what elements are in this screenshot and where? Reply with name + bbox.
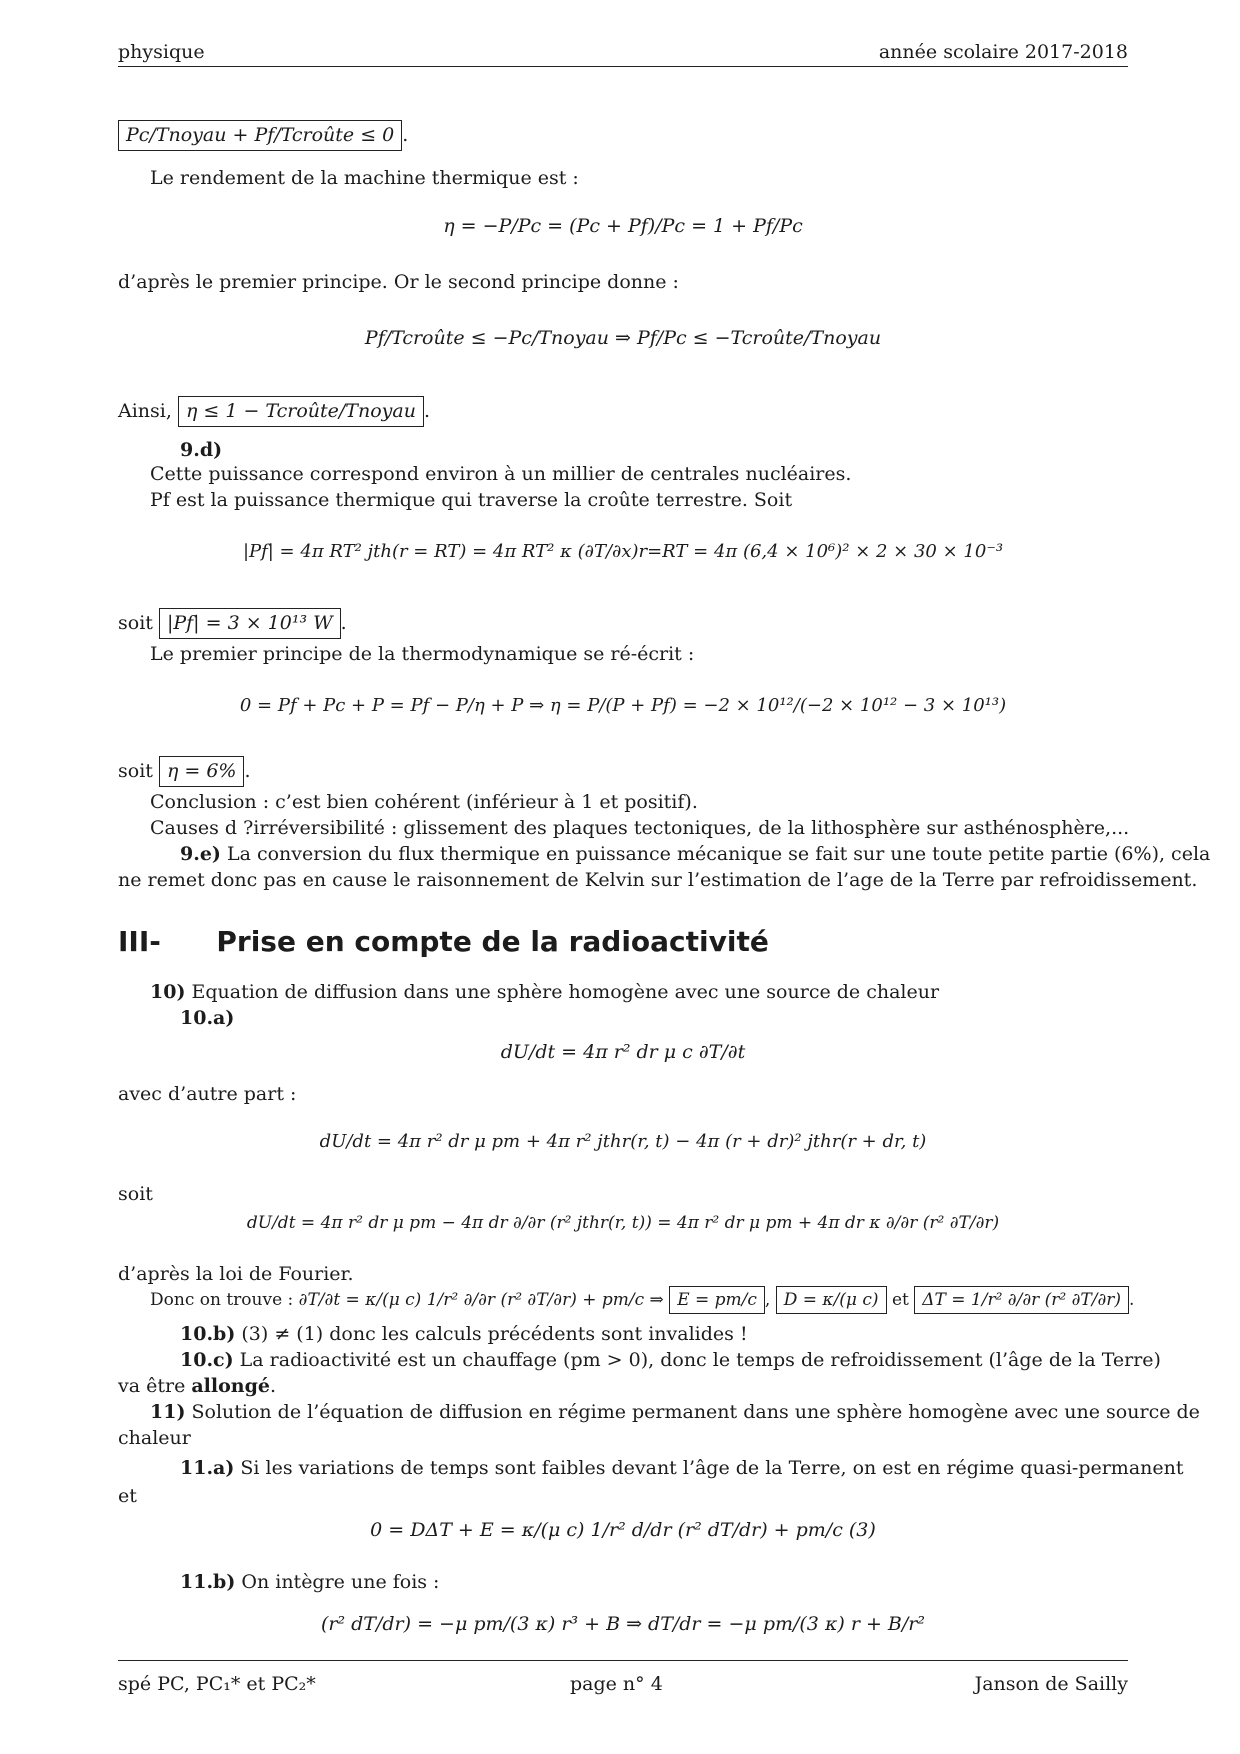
ainsi-line: Ainsi, η ≤ 1 − Tcroûte/Tnoyau . (118, 396, 430, 427)
q11a-line (180, 1456, 1184, 1481)
eq-pf: |Pf| = 4π RT² jth(r = RT) = 4π RT² κ (∂T/∂x)r=RT = 4π (6,4 × 10⁶)² × 2 × 30 × 10⁻³ (242, 541, 1004, 562)
eq-second-principe: Pf/Tcroûte ≤ −Pc/Tnoyau ⇒ Pf/Pc ≤ −Tcroûte/Tnoyau (364, 327, 882, 349)
footer-rule (118, 1660, 1128, 1661)
q10a-label: 10.a) (180, 1007, 235, 1029)
q11b-label: 11.b) (180, 1571, 236, 1593)
eq-ainsi-box: η ≤ 1 − Tcroûte/Tnoyau (178, 396, 424, 427)
q10b-line (180, 1322, 748, 1347)
footer-center: page n° 4 (570, 1673, 663, 1695)
eq-dU2: dU/dt = 4π r² dr μ pm + 4π r² jthr(r, t) − 4π (r + dr)² jthr(r + dr, t) (319, 1131, 927, 1152)
p-11a-line1: Si les variations de temps sont faibles devant l’âge de la Terre, on est en régime quasi-permanent (240, 1457, 1184, 1479)
p-rendement: Le rendement de la machine thermique est : (150, 167, 579, 189)
q10c-label: 10.c) (180, 1349, 234, 1371)
p-donc: Donc on trouve : (150, 1290, 294, 1310)
soit-label-2: soit (118, 760, 153, 782)
eq-eta: η = −P/Pc = (Pc + Pf)/Pc = 1 + Pf/Pc (443, 215, 803, 237)
p-autre-part: avec d’autre part : (118, 1083, 297, 1105)
p-11-line2: chaleur (118, 1427, 191, 1449)
soit-label: soit (118, 612, 153, 634)
ainsi-label: Ainsi, (118, 400, 172, 422)
section-number: III- (118, 925, 161, 958)
header-rule (118, 66, 1128, 67)
eq-eta-box: η = 6% (159, 756, 245, 787)
eq-donc: ∂T/∂t = κ/(μ c) 1/r² ∂/∂r (r² ∂T/∂r) + pm/c ⇒ (298, 1290, 664, 1310)
eq-top-box-line: Pc/Tnoyau + Pf/Tcroûte ≤ 0 . (118, 120, 408, 151)
box-deltaT: ΔT = 1/r² ∂/∂r (r² ∂T/∂r) (914, 1286, 1129, 1314)
donc-line: Donc on trouve : ∂T/∂t = κ/(μ c) 1/r² ∂/∂r (r² ∂T/∂r) + pm/c ⇒ E = pm/c , D = κ/(μ c) et ΔT = 1/r² ∂/∂r (r² ∂T/∂r) . (150, 1286, 1134, 1314)
p-pf-def: Pf est la puissance thermique qui traverse la croûte terrestre. Soit (150, 489, 793, 511)
eq-11a: 0 = DΔT + E = κ/(μ c) 1/r² d/dr (r² dT/dr) + pm/c (3) (370, 1519, 876, 1541)
q10c-line2: va être allongé. (118, 1375, 277, 1397)
q10-title: Equation de diffusion dans une sphère homogène avec une source de chaleur (191, 981, 940, 1003)
eq-pf-box: |Pf| = 3 × 10¹³ W (159, 608, 341, 639)
q9d-label: 9.d) (180, 439, 223, 461)
p-11-line1: Solution de l’équation de diffusion en régime permanent dans une sphère homogène avec une source de (191, 1401, 1200, 1423)
eq-zero: 0 = Pf + Pc + P = Pf − P/η + P ⇒ η = P/(P + Pf) = −2 × 10¹²/(−2 × 10¹² − 3 × 10¹³) (239, 695, 1007, 716)
q9e-line (180, 842, 1210, 867)
p-10b: (3) ≠ (1) donc les calculs précédents sont invalides ! (241, 1323, 748, 1345)
p-fourier: d’après la loi de Fourier. (118, 1263, 354, 1285)
pf-result-line: soit |Pf| = 3 × 10¹³ W . (118, 608, 347, 639)
soit2-label: soit (118, 1183, 153, 1205)
p-premier-principe: d’après le premier principe. Or le second principe donne : (118, 271, 679, 293)
p-11b: On intègre une fois : (241, 1571, 440, 1593)
p-10c-line2-b: allongé (191, 1375, 270, 1397)
q11b-line (180, 1570, 439, 1595)
p-9e-line2: ne remet donc pas en cause le raisonnement de Kelvin sur l’estimation de l’age de la Terre par refroidissement. (118, 869, 1198, 891)
footer-left: spé PC, PC₁* et PC₂* (118, 1673, 316, 1695)
p-10c-line2-a: va être (118, 1375, 186, 1397)
p-9e-line1: La conversion du flux thermique en puissance mécanique se fait sur une toute petite partie (6%), cela (226, 843, 1211, 865)
p-causes: Causes d ?irréversibilité : glissement des plaques tectoniques, de la lithosphère sur asthénosphère,... (150, 817, 1130, 839)
footer-right: Janson de Sailly (974, 1673, 1128, 1695)
p-premier-reecrit: Le premier principe de la thermodynamique se ré-écrit : (150, 643, 695, 665)
eq-top-box: Pc/Tnoyau + Pf/Tcroûte ≤ 0 (118, 120, 402, 151)
eq-11b: (r² dT/dr) = −μ pm/(3 κ) r³ + B ⇒ dT/dr = −μ pm/(3 κ) r + B/r² (320, 1613, 925, 1635)
eq-dU1: dU/dt = 4π r² dr μ c ∂T/∂t (500, 1041, 746, 1063)
q10b-label: 10.b) (180, 1323, 236, 1345)
box-D: D = κ/(μ c) (776, 1286, 887, 1314)
p-10c-line1: La radioactivité est un chauffage (pm > 0), donc le temps de refroidissement (l’âge de la Terre) (239, 1349, 1161, 1371)
et-label: et (891, 1290, 909, 1310)
q10-line (150, 980, 939, 1005)
eta-result-line: soit η = 6% . (118, 756, 251, 787)
section-title: Prise en compte de la radioactivité (216, 925, 769, 958)
p-conclusion: Conclusion : c’est bien cohérent (inférieur à 1 et positif). (150, 791, 698, 813)
q10c-line (180, 1348, 1161, 1373)
header-right: année scolaire 2017-2018 (878, 41, 1128, 63)
p-11a-line2: et (118, 1485, 137, 1507)
q11-label: 11) (150, 1401, 186, 1423)
p-centrales: Cette puissance correspond environ à un millier de centrales nucléaires. (150, 463, 852, 485)
box-E: E = pm/c (669, 1286, 765, 1314)
q9e-label: 9.e) (180, 843, 221, 865)
q11a-label: 11.a) (180, 1457, 235, 1479)
q11-line (150, 1400, 1200, 1425)
header-left: physique (118, 41, 205, 63)
eq-dU3: dU/dt = 4π r² dr μ pm − 4π dr ∂/∂r (r² jthr(r, t)) = 4π r² dr μ pm + 4π dr κ ∂/∂r (r² ∂T/∂r) (246, 1213, 1000, 1233)
section-heading (118, 924, 769, 960)
q10-label: 10) (150, 981, 186, 1003)
